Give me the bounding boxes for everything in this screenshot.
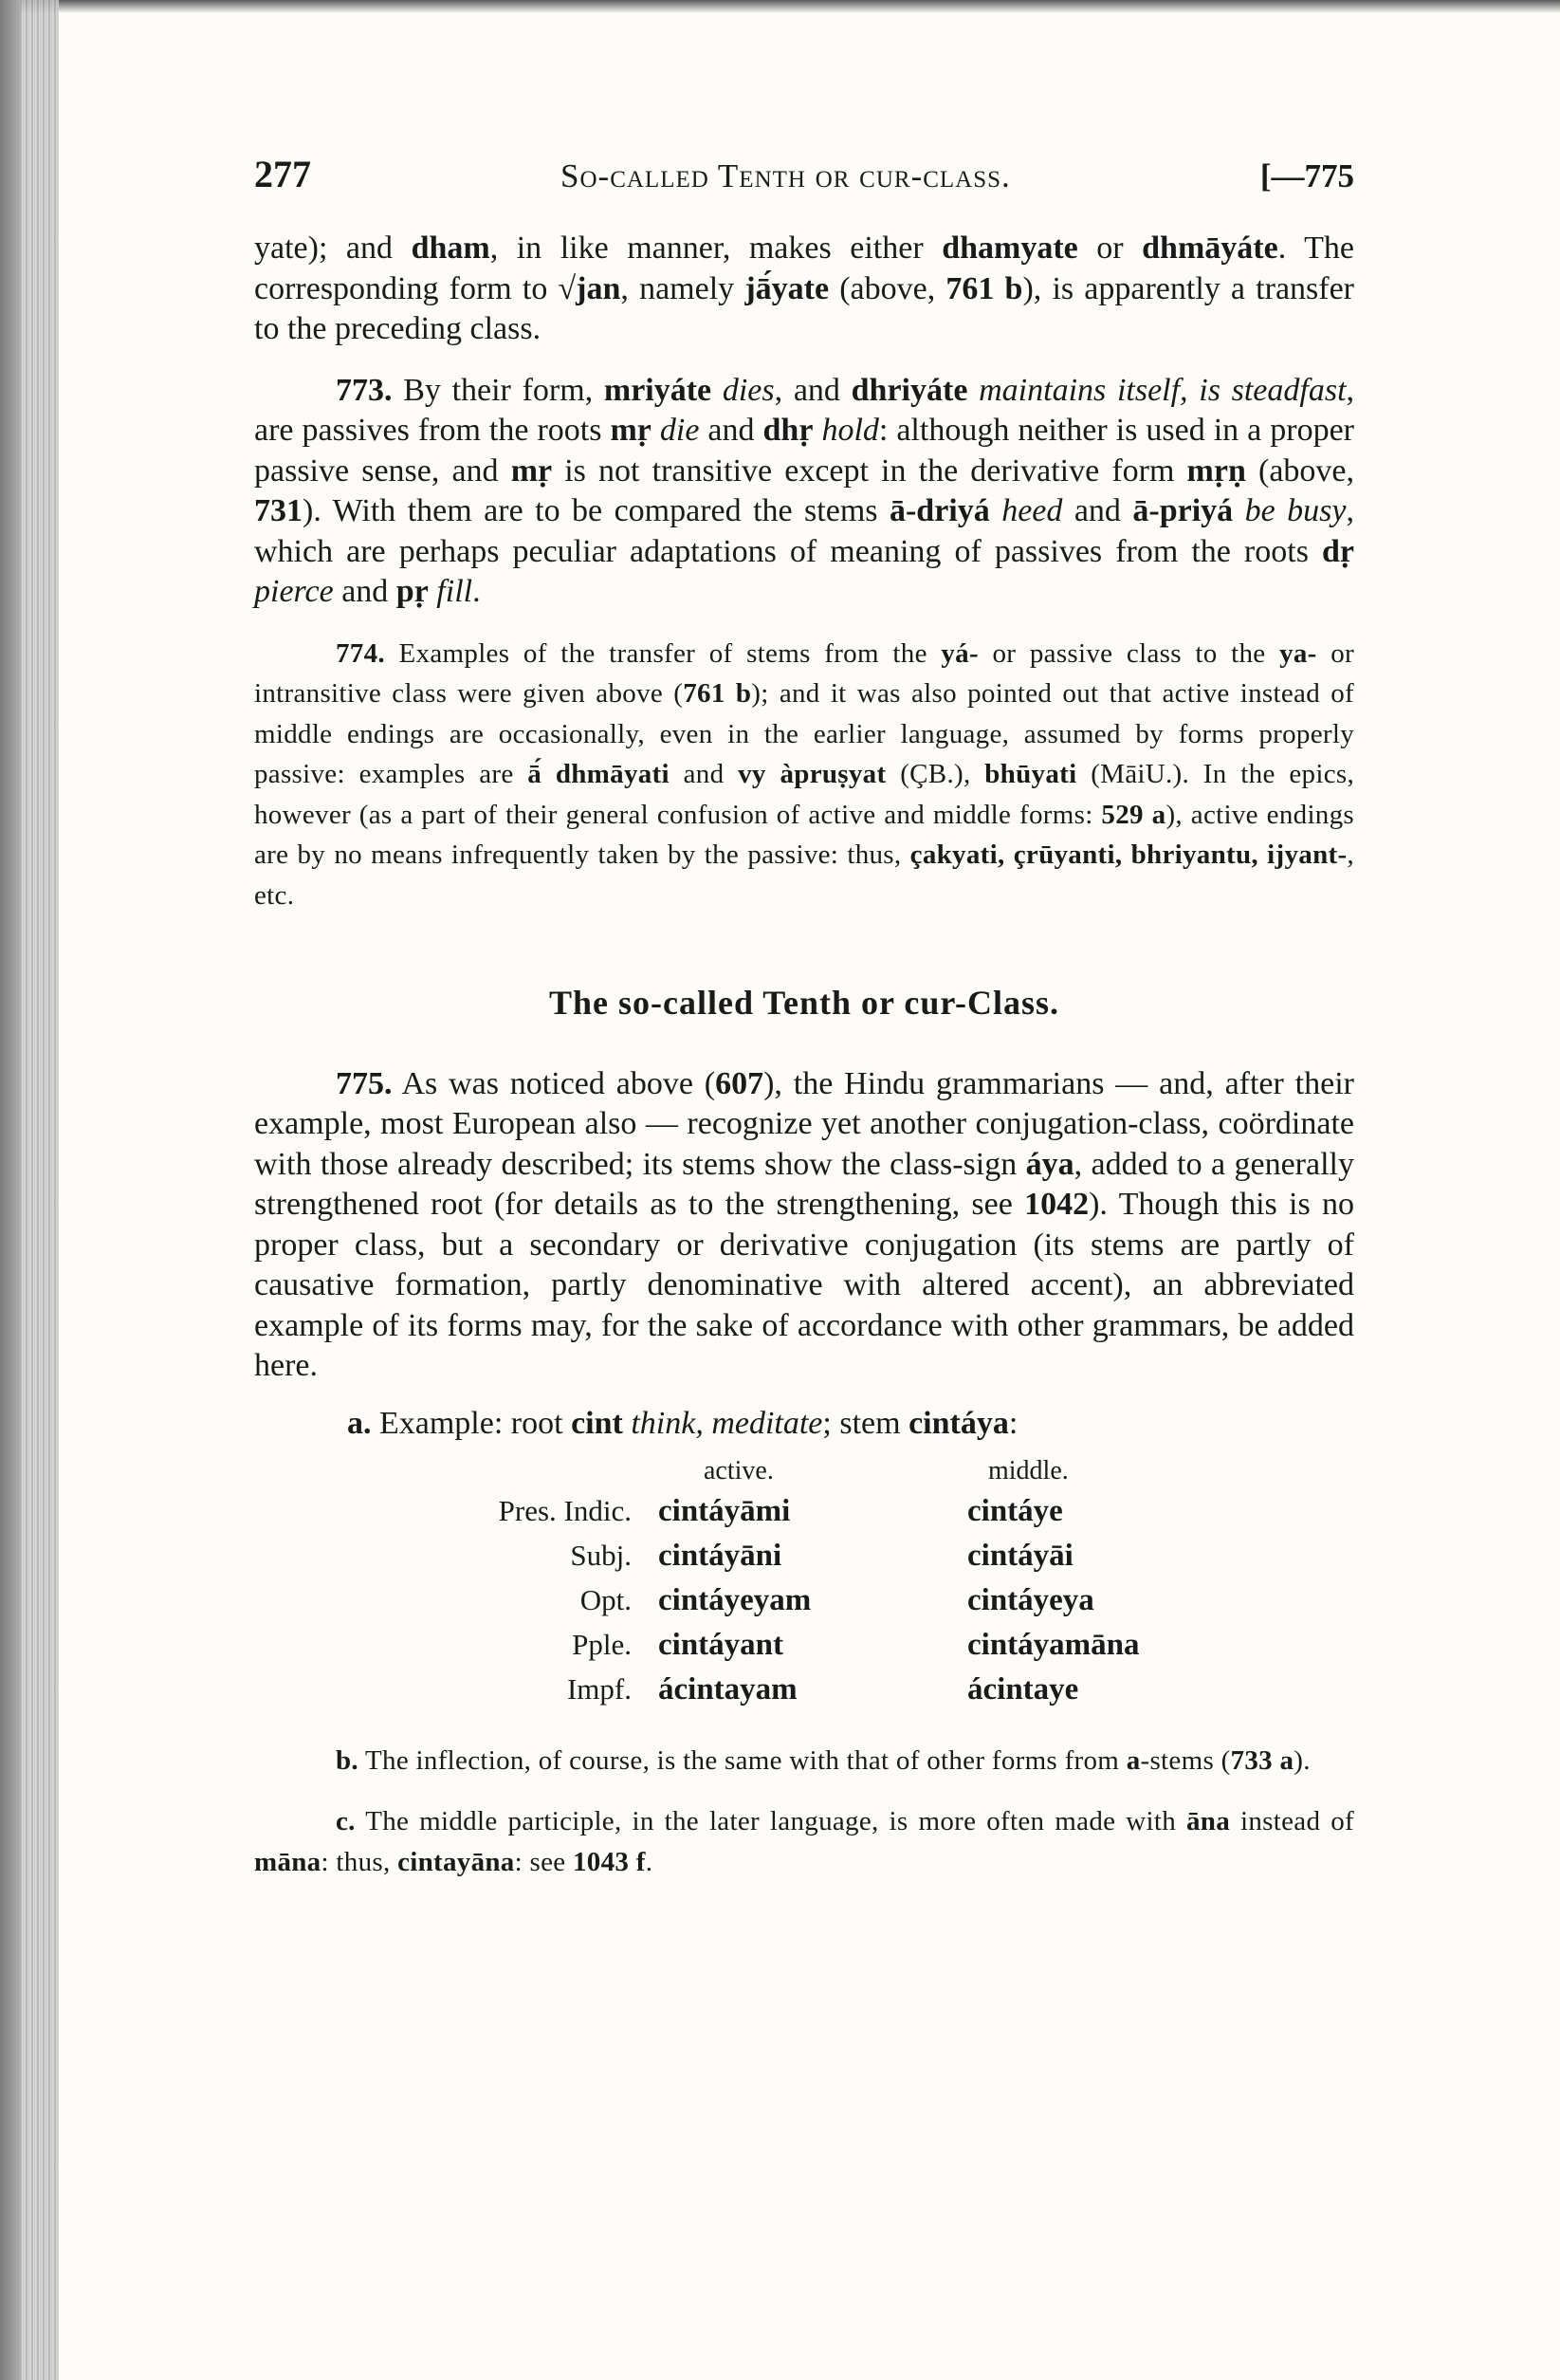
paradigm-row — [444, 1625, 1235, 1670]
row-label: Pres. Indic. — [498, 1493, 632, 1527]
middle-form: cintáye — [967, 1493, 1063, 1528]
middle-form: ácintaye — [967, 1671, 1079, 1707]
paradigm-header-row — [444, 1453, 1235, 1491]
running-title: So-called Tenth or cur-class. — [560, 157, 1011, 194]
row-label: Subj. — [570, 1538, 632, 1572]
paragraph-773: 773. By their form, mriyáte dies, and dhriyáte maintains itself, is steadfast, are passives from the roots mṛ die and dhṛ hold: although neither is used in a proper passive sense, and mṛ is not transitive except in the derivative form mṛṇ (above, 731). With them are to be compared the stems ā-driyá heed and ā-priyá be busy, which are perhaps peculiar adaptations of meaning of passives from the roots dṛ pierce and pṛ fill. — [254, 372, 1355, 609]
paragraph-775: 775. As was noticed above (607), the Hindu grammarians — and, after their example, most European also — recognize yet another conjugation-class, coördinate with those already described; its stems show the class-sign áya, added to a generally strengthened root (for details as to the strengthening, see 1042). Though this is no proper class, but a secondary or derivative conjugation (its stems are partly of causative formation, partly denominative with altered accent), an abbreviated example of its forms may, for the sake of accordance with other grammars, be added here. — [254, 1065, 1355, 1384]
book-page — [254, 152, 1354, 1882]
section-reference: [—775 — [1259, 157, 1354, 194]
paragraph-number: 775. — [336, 1065, 393, 1101]
paragraph-number: 773. — [336, 372, 393, 408]
active-form: cintáyāni — [658, 1538, 782, 1573]
middle-form: cintáyāi — [967, 1538, 1074, 1573]
active-form: cintáyeyam — [658, 1582, 812, 1617]
row-label: Impf. — [566, 1671, 632, 1706]
column-active: active. — [704, 1455, 774, 1485]
column-middle: middle. — [988, 1455, 1069, 1485]
paradigm-table — [444, 1453, 1235, 1714]
paragraph-number: 774. — [336, 637, 385, 669]
scan-top-edge — [0, 0, 1560, 13]
running-header — [254, 152, 1354, 196]
middle-form: cintáyeya — [967, 1582, 1094, 1617]
book-gutter — [0, 0, 21, 2380]
middle-form: cintáyamāna — [967, 1627, 1140, 1662]
row-label: Pple. — [572, 1627, 632, 1661]
paradigm-row — [444, 1536, 1235, 1580]
paradigm-row — [444, 1670, 1235, 1714]
paradigm-row — [444, 1580, 1235, 1625]
active-form: cintáyant — [658, 1627, 783, 1662]
page-number: 277 — [254, 153, 311, 195]
note-b: b. The inflection, of course, is the same with that of other forms from a-stems (733 a). — [336, 1744, 1311, 1776]
note-c: c. The middle participle, in the later language, is more often made with āna instead of māna: thus, cintayāna: see 1043 f. — [254, 1806, 1354, 1877]
active-form: ácintayam — [658, 1671, 798, 1707]
paradigm-row — [444, 1491, 1235, 1536]
row-label: Opt. — [579, 1582, 632, 1616]
active-form: cintáyāmi — [658, 1493, 791, 1528]
example-line: a. Example: root cint think, meditate; stem cintáya: — [347, 1405, 1019, 1441]
section-title: The so-called Tenth or cur-Class. — [548, 983, 1060, 1022]
paragraph-772-continuation: yate); and dham, in like manner, makes either dhamyate or dhmāyáte. The corresponding form to √jan, namely jā́yate (above, 761 b), is apparently a transfer to the preceding class. — [254, 231, 1354, 346]
paragraph-774: 774. Examples of the transfer of stems from the yá- or passive class to the ya- or intransitive class were given above (761 b); and it was also pointed out that active instead of middle endings are occasionally, even in the earlier language, assumed by forms properly passive: examples are ā́ dhmāyati and vy àpruṣyat (ÇB.), bhūyati (MāiU.). In the epics, however (as a part of their general confusion of active and middle forms: 529 a), active endings are by no means infrequently taken by the passive: thus, çakyati, çrūyanti, bhriyantu, ijyant-, etc. — [254, 637, 1355, 912]
